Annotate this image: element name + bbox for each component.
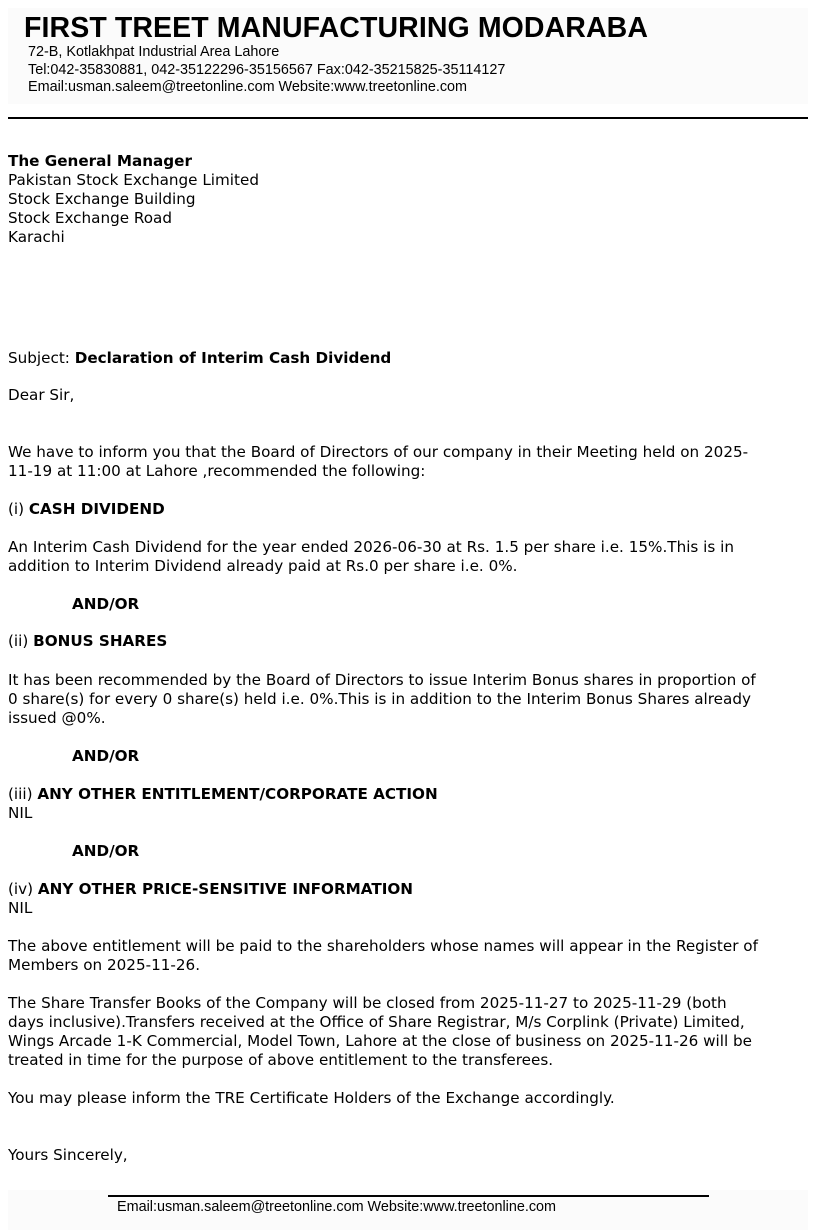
book-closure-line: days inclusive).Transfers received at the Office of Share Registrar, M/s Corplink (Private) Limited, bbox=[8, 1013, 745, 1031]
recipient-title: The General Manager bbox=[8, 152, 192, 170]
recipient-line: Karachi bbox=[8, 228, 65, 246]
signoff: Yours Sincerely, bbox=[8, 1146, 128, 1164]
company-phones: Tel:042-35830881, 042-35122296-35156567 Fax:042-35215825-35114127 bbox=[28, 62, 506, 78]
intro-line: 11-19 at 11:00 at Lahore ,recommended the following: bbox=[8, 462, 426, 480]
book-closure-line: Wings Arcade 1-K Commercial, Model Town, Lahore at the close of business on 2025-11-26 will be bbox=[8, 1032, 752, 1050]
recipient-line: Pakistan Stock Exchange Limited bbox=[8, 171, 259, 189]
intro-line: We have to inform you that the Board of Directors of our company in their Meeting held on 2025- bbox=[8, 443, 749, 461]
section-prefix: (iii) bbox=[8, 785, 33, 803]
entitlement-line: Members on 2025-11-26. bbox=[8, 956, 201, 974]
company-address: 72-B, Kotlakhpat Industrial Area Lahore bbox=[28, 44, 280, 60]
company-name: FIRST TREET MANUFACTURING MODARABA bbox=[24, 12, 649, 44]
section-value: NIL bbox=[8, 804, 33, 822]
salutation: Dear Sir, bbox=[8, 386, 75, 404]
footer-contact: Email:usman.saleem@treetonline.com Website:www.treetonline.com bbox=[117, 1199, 557, 1215]
and-or-separator: AND/OR bbox=[72, 595, 140, 613]
subject-text: Declaration of Interim Cash Dividend bbox=[74, 349, 392, 367]
section-title: CASH DIVIDEND bbox=[28, 500, 165, 518]
section-heading bbox=[8, 500, 165, 519]
company-contact: Email:usman.saleem@treetonline.com Website:www.treetonline.com bbox=[28, 79, 468, 95]
section-body-line: An Interim Cash Dividend for the year ended 2026-06-30 at Rs. 1.5 per share i.e. 15%.This is in bbox=[8, 538, 734, 556]
subject-label: Subject: bbox=[8, 349, 70, 367]
section-title: BONUS SHARES bbox=[33, 632, 168, 650]
section-body-line: addition to Interim Dividend already paid at Rs.0 per share i.e. 0%. bbox=[8, 557, 518, 575]
recipient-line: Stock Exchange Building bbox=[8, 190, 196, 208]
recipient-line: Stock Exchange Road bbox=[8, 209, 173, 227]
section-title: ANY OTHER PRICE-SENSITIVE INFORMATION bbox=[37, 880, 413, 898]
book-closure-line: treated in time for the purpose of above entitlement to the transferees. bbox=[8, 1051, 554, 1069]
and-or-separator: AND/OR bbox=[72, 747, 140, 765]
and-or-separator: AND/OR bbox=[72, 842, 140, 860]
closing-request: You may please inform the TRE Certificate Holders of the Exchange accordingly. bbox=[8, 1089, 615, 1107]
section-body-line: issued @0%. bbox=[8, 709, 106, 727]
section-title: ANY OTHER ENTITLEMENT/CORPORATE ACTION bbox=[37, 785, 438, 803]
book-closure-line: The Share Transfer Books of the Company will be closed from 2025-11-27 to 2025-11-29 (both bbox=[8, 994, 727, 1012]
section-heading bbox=[8, 880, 413, 899]
section-prefix: (i) bbox=[8, 500, 25, 518]
section-heading bbox=[8, 785, 438, 804]
letterhead-divider bbox=[8, 117, 808, 119]
entitlement-line: The above entitlement will be paid to the shareholders whose names will appear in the Register of bbox=[8, 937, 758, 955]
section-prefix: (iv) bbox=[8, 880, 34, 898]
subject-line bbox=[8, 349, 391, 368]
section-body-line: 0 share(s) for every 0 share(s) held i.e. 0%.This is in addition to the Interim Bonus Shares already bbox=[8, 690, 751, 708]
section-body-line: It has been recommended by the Board of Directors to issue Interim Bonus shares in proportion of bbox=[8, 671, 756, 689]
footer-divider bbox=[108, 1195, 709, 1197]
section-value: NIL bbox=[8, 899, 33, 917]
letterhead bbox=[8, 8, 808, 104]
section-heading bbox=[8, 632, 167, 651]
section-prefix: (ii) bbox=[8, 632, 29, 650]
